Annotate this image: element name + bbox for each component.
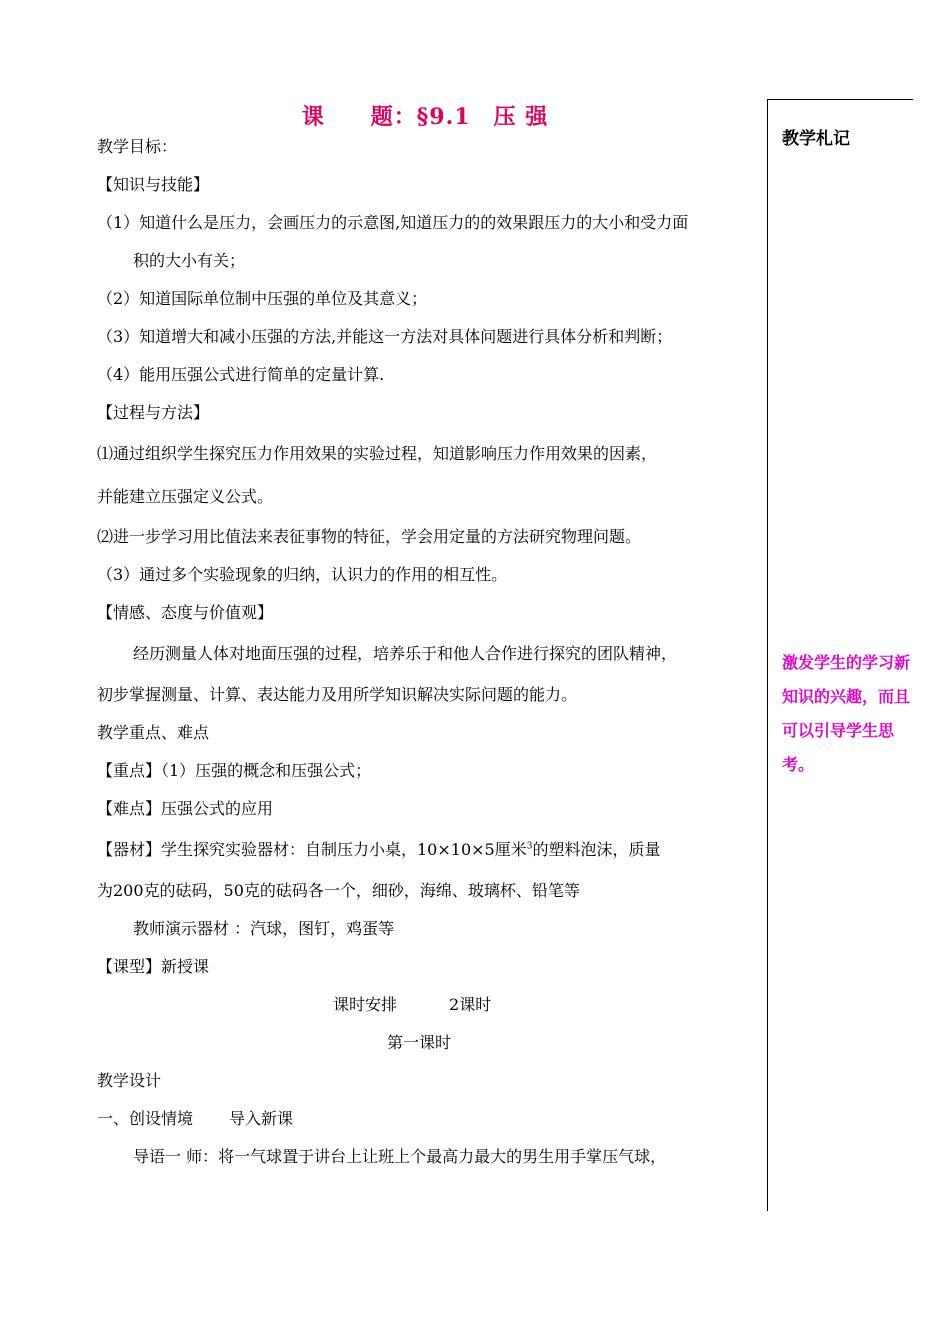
teaching-goals-heading: 教学目标： bbox=[97, 137, 178, 156]
sidebar-note: 激发学生的学习新知识的兴趣，而且可以引导学生思考。 bbox=[782, 653, 911, 774]
section-one bbox=[97, 1100, 757, 1138]
goal-1: （1）知道什么是压力，会画压力的示意图,知道压力的的效果跟压力的大小和受力面 bbox=[97, 213, 689, 232]
lesson-body bbox=[97, 128, 757, 1176]
teacher-equipment: 教师演示器材 ：汽球，图钉，鸡蛋等 bbox=[133, 919, 395, 938]
equipment-text-2: 的塑料泡沫，质量 bbox=[532, 840, 661, 859]
emotion-text: 经历测量人体对地面压强的过程，培养乐于和他人合作进行探究的团队精神， bbox=[133, 644, 678, 663]
lesson-type: 【课型】新授课 bbox=[97, 957, 210, 976]
process-3: （3）通过多个实验现象的归纳，认识力的作用的相互性。 bbox=[97, 565, 508, 584]
process-1: ⑴通过组织学生探究压力作用效果的实验过程，知道影响压力作用效果的因素， bbox=[97, 444, 658, 463]
first-period: 第一课时 bbox=[387, 1033, 452, 1052]
knowledge-skills-heading: 【知识与技能】 bbox=[97, 175, 210, 194]
sidebar-top-border bbox=[767, 99, 913, 100]
process-2: ⑵进一步学习用比值法来表征事物的特征，学会用定量的方法研究物理问题。 bbox=[97, 527, 642, 546]
equipment-line bbox=[97, 828, 757, 872]
lesson-title bbox=[0, 100, 850, 131]
key-point: 【重点】（1）压强的概念和压强公式； bbox=[97, 761, 372, 780]
key-points-heading: 教学重点、难点 bbox=[97, 723, 210, 742]
intro-one: 导语一 师：将一气球置于讲台上让班上个最高力最大的男生用手掌压气球， bbox=[133, 1147, 667, 1166]
equipment-text: 【器材】学生探究实验器材：自制压力小桌，10×10×5厘米 bbox=[97, 840, 527, 859]
title-part1: 课 bbox=[301, 104, 325, 130]
title-part2: 题：§9.1 压 强 bbox=[370, 104, 549, 130]
section-one-a: 一、创设情境 bbox=[97, 1109, 194, 1128]
section-one-b: 导入新课 bbox=[229, 1109, 294, 1128]
sidebar-divider bbox=[767, 99, 768, 1211]
schedule-line bbox=[97, 986, 757, 1024]
goal-4: （4）能用压强公式进行简单的定量计算. bbox=[97, 365, 385, 384]
schedule-label: 课时安排 bbox=[333, 995, 398, 1014]
emotion-heading: 【情感、态度与价值观】 bbox=[97, 603, 274, 622]
goal-3: （3）知道增大和减小压强的方法,并能这一方法对具体问题进行具体分析和判断； bbox=[97, 327, 673, 346]
equipment-cont: 为200克的砝码，50克的砝码各一个，细砂，海绵、玻璃杯、铅笔等 bbox=[97, 881, 580, 900]
goal-1-cont: 积的大小有关； bbox=[133, 251, 246, 270]
sidebar-heading: 教学札记 bbox=[782, 129, 850, 149]
superscript: 3 bbox=[526, 841, 533, 852]
goal-2: （2）知道国际单位制中压强的单位及其意义； bbox=[97, 289, 428, 308]
emotion-text-cont: 初步掌握测量、计算、表达能力及用所学知识解决实际问题的能力。 bbox=[97, 685, 578, 704]
process-1-cont: 并能建立压强定义公式。 bbox=[97, 487, 274, 506]
schedule-value: 2课时 bbox=[449, 995, 492, 1014]
teaching-design-heading: 教学设计 bbox=[97, 1071, 162, 1090]
difficult-point: 【难点】压强公式的应用 bbox=[97, 799, 274, 818]
process-method-heading: 【过程与方法】 bbox=[97, 403, 210, 422]
